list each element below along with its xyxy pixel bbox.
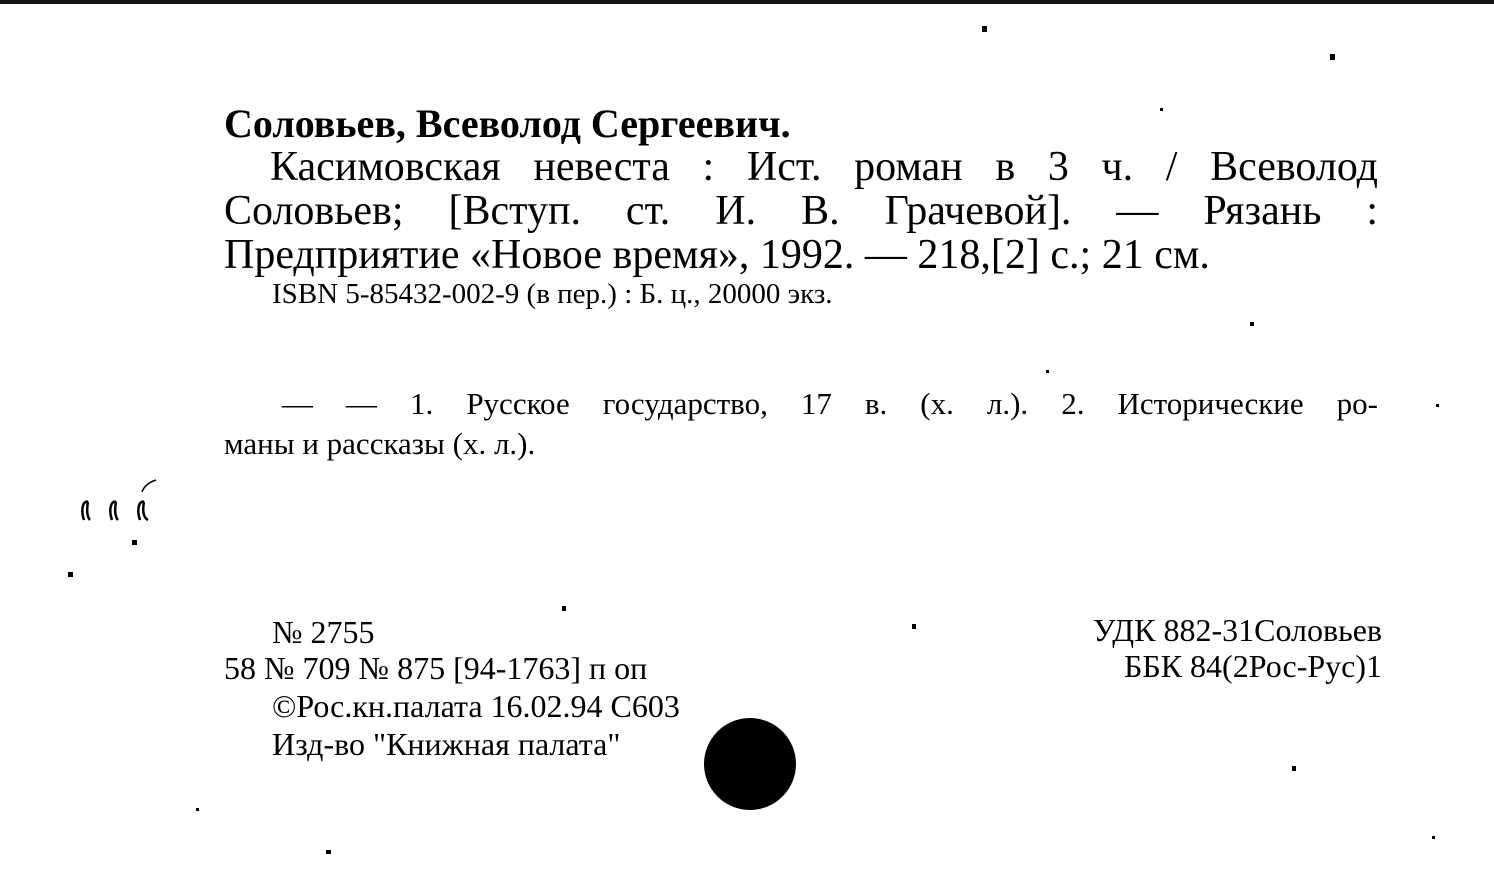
title-line-3: Предприятие «Новое время», 1992. — 218,[2] с.; 21 см. — [224, 232, 1210, 278]
subject-line-2: маны и рассказы (х. л.). — [224, 426, 536, 461]
punch-hole — [704, 718, 796, 810]
speck — [1250, 322, 1254, 326]
speck — [196, 808, 199, 811]
speck — [912, 624, 916, 629]
subject-line-1: — — 1. Русское государство, 17 в. (х. л.). 2. Исторические ро- — [282, 386, 1378, 421]
udc-code: УДК 882-31Соловьев — [1092, 612, 1382, 648]
author-heading: Соловьев, Всеволод Сергеевич. — [224, 101, 791, 146]
speck — [132, 540, 137, 545]
registration-numbers: 58 № 709 № 875 [94-1763] п оп — [224, 650, 648, 686]
speck — [982, 26, 987, 32]
handwritten-mark — [76, 478, 166, 528]
copyright-line: ©Рос.кн.палата 16.02.94 С603 — [272, 688, 680, 724]
title-line-2: Соловьев; [Вступ. ст. И. В. Грачевой]. — Рязань : — [224, 188, 1378, 234]
speck — [1292, 766, 1296, 771]
publisher-line: Изд-во "Книжная палата" — [272, 726, 621, 762]
speck — [1160, 108, 1163, 111]
bbk-code: ББК 84(2Рос-Рус)1 — [1123, 648, 1382, 684]
card-top-edge — [0, 0, 1494, 4]
speck — [1432, 836, 1435, 839]
card-number: № 2755 — [272, 614, 375, 650]
speck — [1046, 370, 1049, 373]
title-line-1: Касимовская невеста : Ист. роман в 3 ч. / Всеволод — [270, 144, 1378, 190]
speck — [68, 572, 73, 577]
speck — [1436, 404, 1439, 407]
speck — [562, 606, 566, 611]
speck — [326, 850, 331, 854]
isbn-line: ISBN 5-85432-002-9 (в пер.) : Б. ц., 20000 экз. — [272, 278, 833, 310]
speck — [1330, 54, 1335, 60]
